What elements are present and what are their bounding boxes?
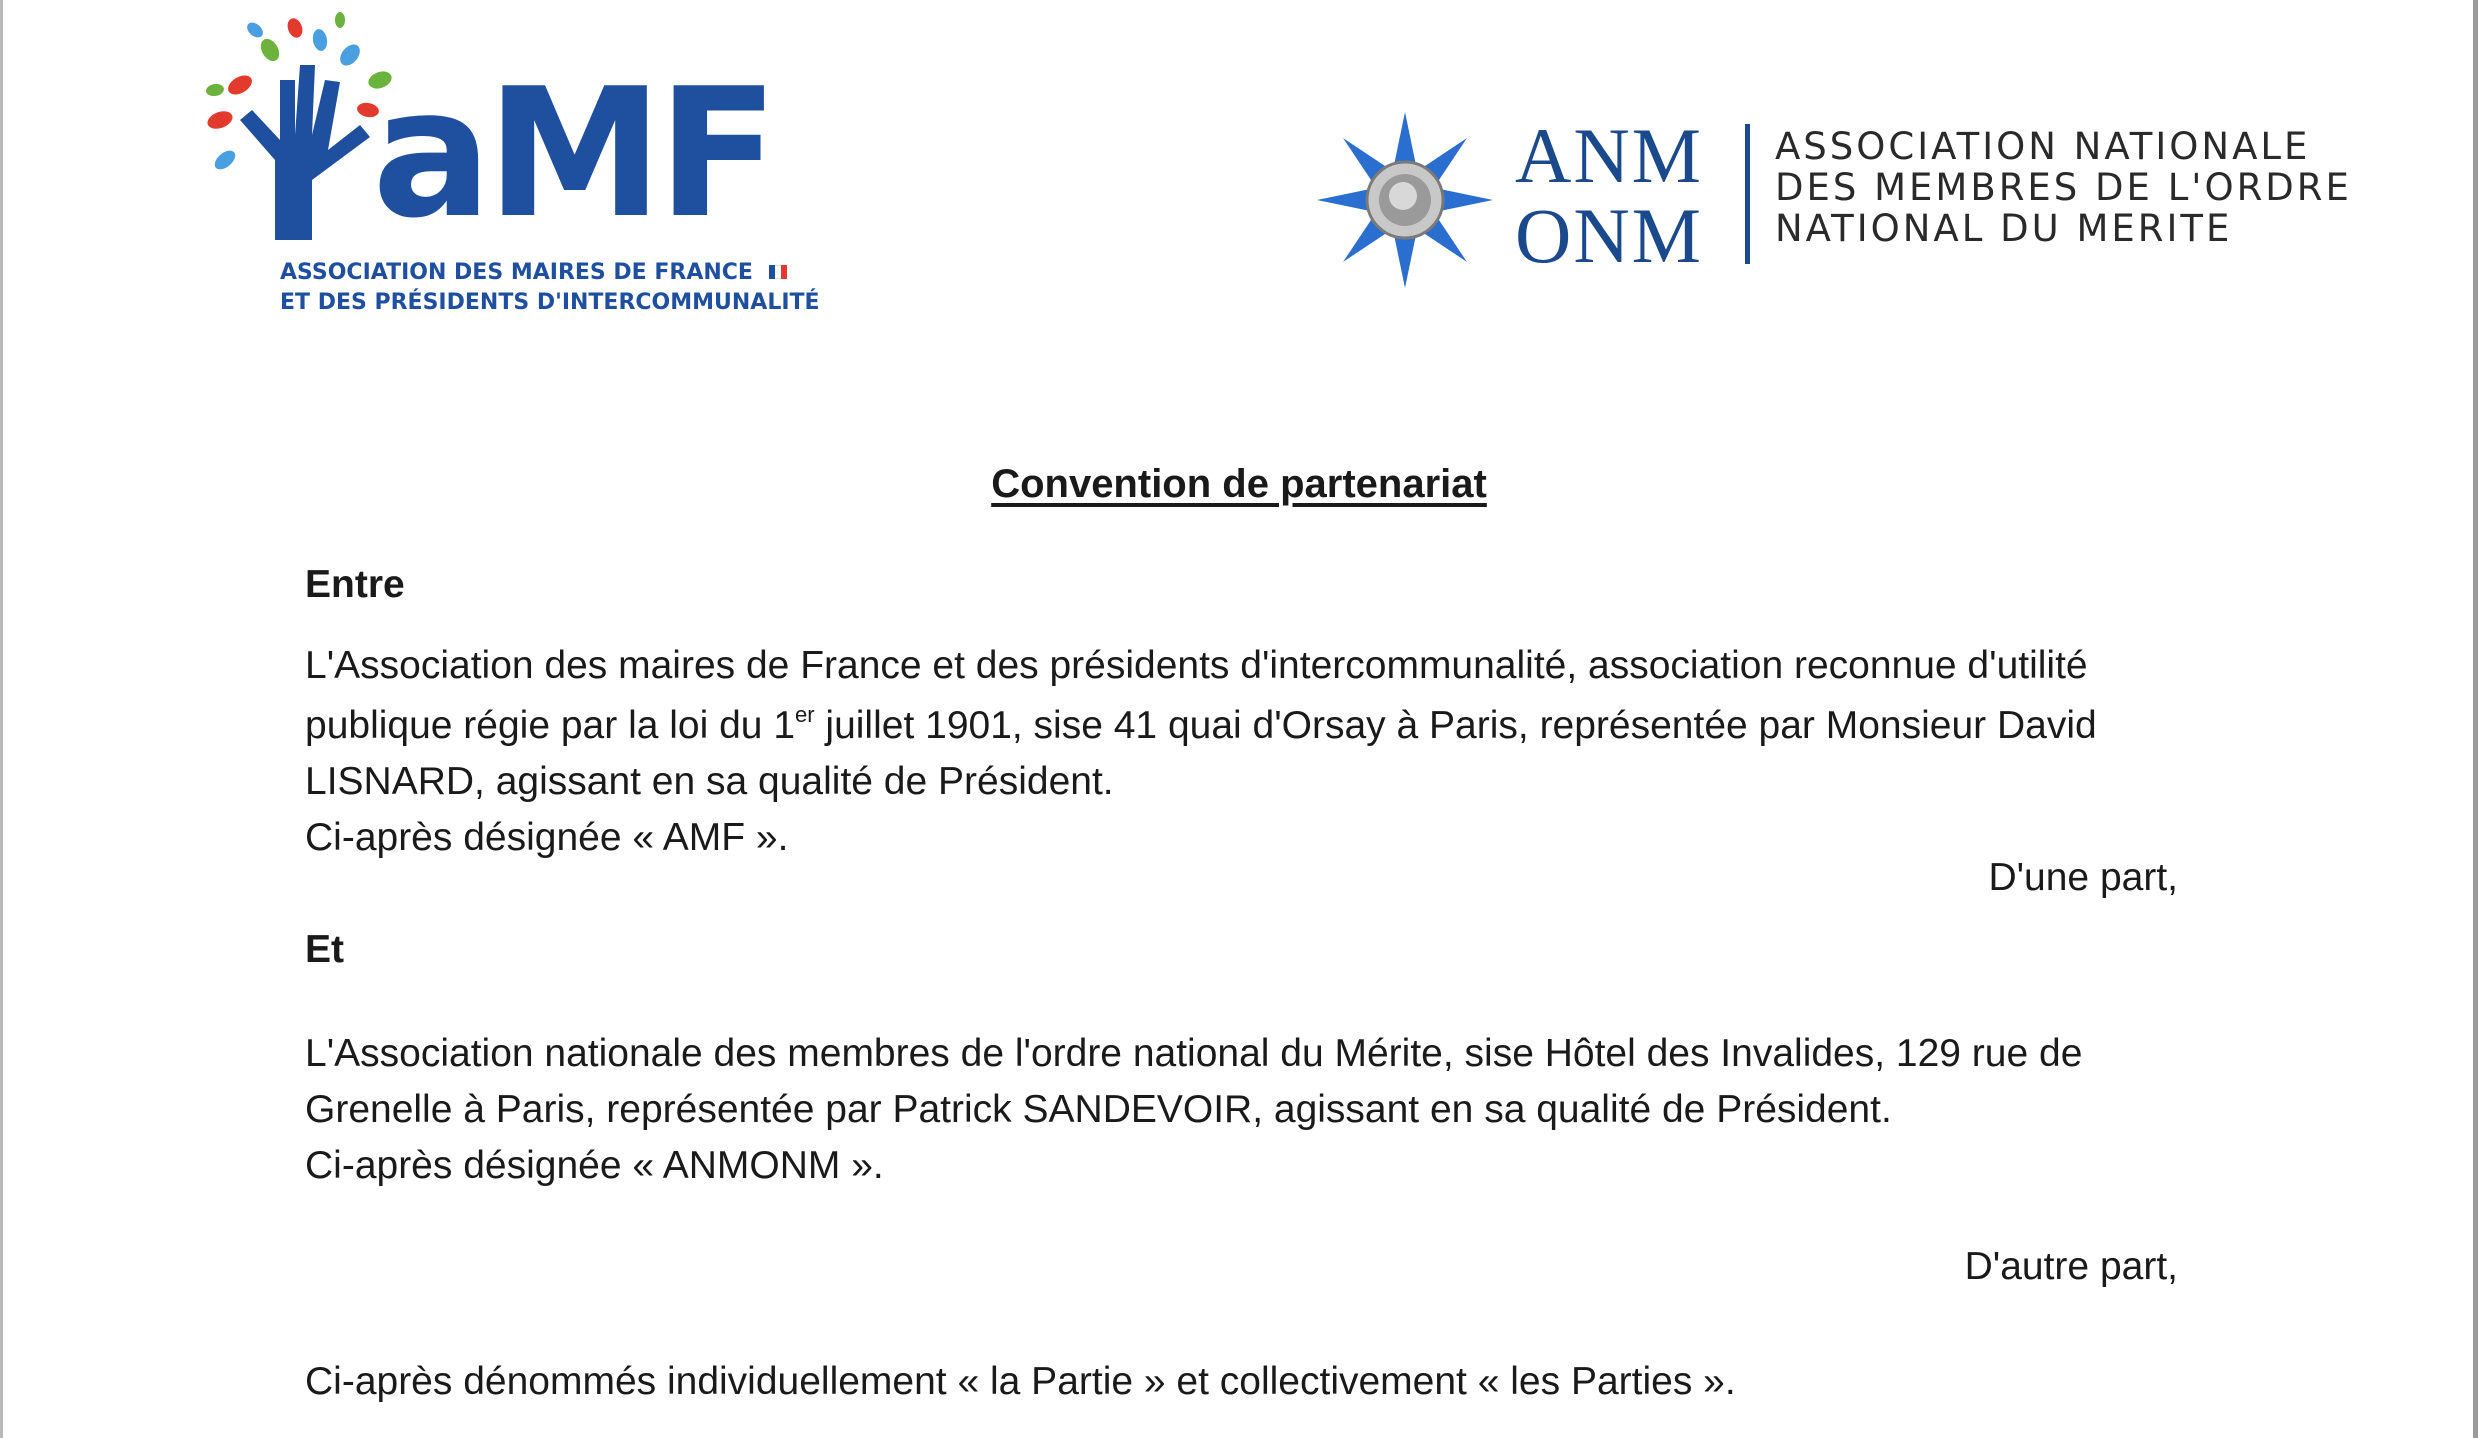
- closing-sentence: Ci-après dénommés individuellement « la Partie » et collectivement « les Parties ».: [305, 1360, 1736, 1403]
- first-party-label: D'une part,: [1988, 856, 2178, 899]
- amf-paragraph-line2-end: juillet 1901, sise 41 quai d'Orsay à Paris, représentée par Monsieur David: [814, 704, 2097, 747]
- anm-onm-logo: [1315, 110, 2352, 310]
- anm-name-line2: DES MEMBRES DE L'ORDRE: [1775, 166, 2352, 209]
- amf-paragraph-line2: [305, 696, 2097, 756]
- heading-and: Et: [305, 928, 344, 971]
- onm-abbr: ONM: [1515, 192, 1704, 279]
- amf-logo: [200, 10, 820, 315]
- order-star-icon: [1315, 110, 1495, 290]
- anm-paragraph-line2: Grenelle à Paris, représentée par Patrick SANDEVOIR, agissant en sa qualité de Président.: [305, 1088, 1892, 1131]
- amf-wordmark: aMF: [372, 50, 773, 257]
- anm-name-line1: ASSOCIATION NATIONALE: [1775, 125, 2311, 168]
- second-party-label: D'autre part,: [1964, 1245, 2178, 1288]
- anm-full-name: [1775, 126, 2352, 249]
- heading-between: Entre: [305, 563, 405, 606]
- amf-subtitle-line1: ASSOCIATION DES MAIRES DE FRANCE: [280, 260, 753, 285]
- french-flag-icon: [769, 258, 787, 288]
- scan-left-edge: [0, 0, 3, 1438]
- ordinal-superscript: er: [795, 702, 815, 727]
- scan-right-edge: [2473, 0, 2478, 1438]
- amf-subtitle: [280, 258, 820, 318]
- anm-paragraph-line1: L'Association nationale des membres de l'ordre national du Mérite, sise Hôtel des Invalides, 129 rue de: [305, 1032, 2083, 1075]
- amf-subtitle-line2: ET DES PRÉSIDENTS D'INTERCOMMUNALITÉ: [280, 290, 820, 315]
- amf-designation: Ci-après désignée « AMF ».: [305, 816, 789, 859]
- amf-paragraph-line2-start: publique régie par la loi du 1: [305, 704, 796, 747]
- logo-divider: [1745, 124, 1750, 264]
- anm-name-line3: NATIONAL DU MERITE: [1775, 207, 2233, 250]
- anm-onm-abbreviation: [1515, 112, 1704, 279]
- amf-paragraph-line3: LISNARD, agissant en sa qualité de Président.: [305, 760, 1114, 803]
- amf-paragraph-line1: L'Association des maires de France et des présidents d'intercommunalité, association reconnue d'utilité: [305, 644, 2088, 687]
- document-title: Convention de partenariat: [991, 462, 1487, 506]
- anm-abbr: ANM: [1515, 112, 1704, 199]
- anm-designation: Ci-après désignée « ANMONM ».: [305, 1144, 884, 1187]
